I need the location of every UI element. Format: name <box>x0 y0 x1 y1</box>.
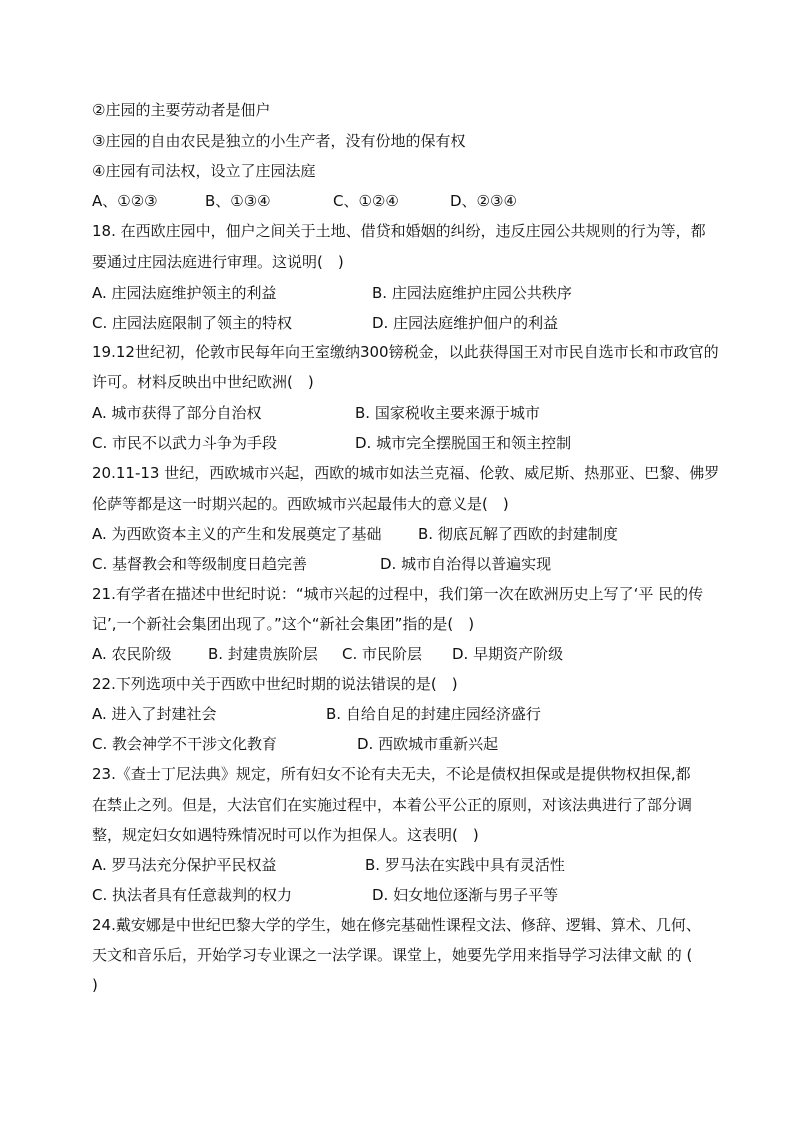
q19-stem-line1: 19.12世纪初，伦敦市民每年向王室缴纳300镑税金，以此获得国王对市民自选市长和市政官的 <box>92 343 719 361</box>
q19-option-b: B. 国家税收主要来源于城市 <box>355 404 540 422</box>
q18-option-a: A. 庄园法庭维护领主的利益 <box>92 284 277 302</box>
q19-option-d: D. 城市完全摆脱国王和领主控制 <box>355 434 572 452</box>
q23-stem-line1: 23.《查士丁尼法典》规定，所有妇女不论有夫无夫，不论是债权担保或是提供物权担保,都 <box>92 765 691 783</box>
q20-option-d: D. 城市自治得以普遍实现 <box>380 555 552 573</box>
q23-option-c: C. 执法者具有任意裁判的权力 <box>92 886 293 904</box>
q22-stem: 22.下列选项中关于西欧中世纪时期的说法错误的是( ) <box>92 675 458 693</box>
q23-option-d: D. 妇女地位逐渐与男子平等 <box>372 886 559 904</box>
q21-option-c: C. 市民阶层 <box>342 645 423 663</box>
q21-option-d: D. 早期资产阶级 <box>452 645 564 663</box>
q22-option-c: C. 教会神学不干涉文化教育 <box>92 735 278 753</box>
q21-option-b: B. 封建贵族阶层 <box>208 645 318 663</box>
q21-option-a: A. 农民阶级 <box>92 645 172 663</box>
q22-option-b: B. 自给自足的封建庄园经济盛行 <box>326 705 541 723</box>
q17-statement-4: ④庄园有司法权，设立了庄园法庭 <box>92 162 316 180</box>
q24-stem-line2: 天文和音乐后，开始学习专业课之一法学课。课堂上，她要先学用来指导学习法律文献 的 ( <box>92 946 693 964</box>
q24-stem-line1: 24.戴安娜是中世纪巴黎大学的学生，她在修完基础性课程文法、修辞、逻辑、算术、几何、 <box>92 916 701 934</box>
q23-option-b: B. 罗马法在实践中具有灵活性 <box>365 856 565 874</box>
q20-option-c: C. 基督教会和等级制度日趋完善 <box>92 555 308 573</box>
q21-stem-line2: 记’,一个新社会集团出现了。”这个“新社会集团”指的是( ) <box>92 615 475 633</box>
q18-stem-line1: 18. 在西欧庄园中，佃户之间关于土地、借贷和婚姻的纠纷，违反庄园公共规则的行为等，都 <box>92 222 706 240</box>
q17-option-c: C、①②④ <box>333 192 399 210</box>
q20-option-b: B. 彻底瓦解了西欧的封建制度 <box>418 525 618 543</box>
q18-stem-line2: 要通过庄园法庭进行审理。这说明( ) <box>92 253 344 271</box>
q18-option-d: D. 庄园法庭维护佃户的利益 <box>372 314 559 332</box>
q19-option-c: C. 市民不以武力斗争为手段 <box>92 434 278 452</box>
q23-stem-line2: 在禁止之列。但是，大法官们在实施过程中，本着公平公正的原则，对该法典进行了部分调 <box>92 796 693 814</box>
q20-option-a: A. 为西欧资本主义的产生和发展奠定了基础 <box>92 525 382 543</box>
q21-stem-line1: 21.有学者在描述中世纪时说：“城市兴起的过程中，我们第一次在欧洲历史上写了‘平 民的传 <box>92 585 704 603</box>
q17-statement-2: ②庄园的主要劳动者是佃户 <box>92 101 271 119</box>
q17-option-d: D、②③④ <box>450 192 517 210</box>
q20-stem-line1: 20.11-13 世纪，西欧城市兴起，西欧的城市如法兰克福、伦敦、威尼斯、热那亚、巴黎、佛罗 <box>92 464 720 482</box>
q19-stem-line2: 许可。材料反映出中世纪欧洲( ) <box>92 373 314 391</box>
q19-option-a: A. 城市获得了部分自治权 <box>92 404 262 422</box>
q17-statement-3: ③庄园的自由农民是独立的小生产者，没有份地的保有权 <box>92 132 466 150</box>
q22-option-d: D. 西欧城市重新兴起 <box>357 735 499 753</box>
q17-option-b: B、①③④ <box>205 192 271 210</box>
q20-stem-line2: 伦萨等都是这一时期兴起的。西欧城市兴起最伟大的意义是( ) <box>92 495 509 513</box>
q18-option-c: C. 庄园法庭限制了领主的特权 <box>92 314 293 332</box>
q17-option-a: A、①②③ <box>92 192 158 210</box>
q23-option-a: A. 罗马法充分保护平民权益 <box>92 856 277 874</box>
q18-option-b: B. 庄园法庭维护庄园公共秩序 <box>372 284 572 302</box>
q22-option-a: A. 进入了封建社会 <box>92 705 217 723</box>
q23-stem-line3: 整，规定妇女如遇特殊情况时可以作为担保人。这表明( ) <box>92 826 479 844</box>
q24-stem-line3: ) <box>92 976 98 994</box>
